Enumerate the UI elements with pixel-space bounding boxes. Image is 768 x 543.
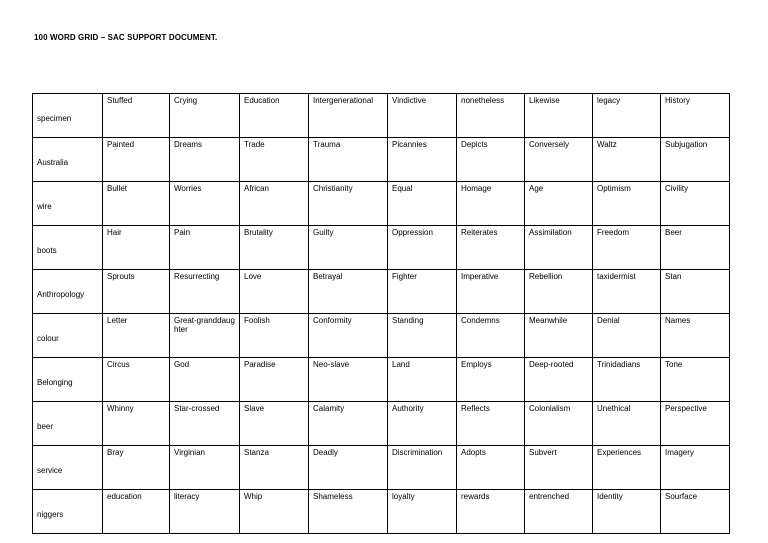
word-cell: Imperative	[457, 270, 525, 314]
word-cell: education	[103, 490, 170, 534]
word-cell: Sourface	[661, 490, 730, 534]
word-cell: Picannies	[388, 138, 457, 182]
word-cell: Likewise	[525, 94, 593, 138]
word-cell: Love	[240, 270, 309, 314]
word-cell: Sprouts	[103, 270, 170, 314]
word-cell: taxidermist	[593, 270, 661, 314]
word-cell: Shameless	[309, 490, 388, 534]
table-row	[33, 446, 730, 490]
word-cell: Subjugation	[661, 138, 730, 182]
word-cell: Equal	[388, 182, 457, 226]
word-cell: Condemns	[457, 314, 525, 358]
word-cell: Conformity	[309, 314, 388, 358]
word-cell: Rebellion	[525, 270, 593, 314]
word-cell: Tone	[661, 358, 730, 402]
word-cell: Vindictive	[388, 94, 457, 138]
word-cell: Conversely	[525, 138, 593, 182]
word-cell: loyalty	[388, 490, 457, 534]
row-header-cell: colour	[33, 314, 103, 358]
word-cell: Pain	[170, 226, 240, 270]
table-row	[33, 402, 730, 446]
word-cell: Stan	[661, 270, 730, 314]
word-cell: Unethical	[593, 402, 661, 446]
word-cell: God	[170, 358, 240, 402]
word-cell: Waltz	[593, 138, 661, 182]
word-cell: Whip	[240, 490, 309, 534]
word-cell: Names	[661, 314, 730, 358]
word-cell: Foolish	[240, 314, 309, 358]
word-cell: Letter	[103, 314, 170, 358]
word-cell: History	[661, 94, 730, 138]
word-cell: African	[240, 182, 309, 226]
row-header-cell: Australia	[33, 138, 103, 182]
table-row	[33, 314, 730, 358]
word-cell: Hair	[103, 226, 170, 270]
row-header-cell: specimen	[33, 94, 103, 138]
row-header-cell: service	[33, 446, 103, 490]
word-cell: Neo-slave	[309, 358, 388, 402]
word-cell: Brutality	[240, 226, 309, 270]
word-cell: Employs	[457, 358, 525, 402]
word-cell: Great-granddaughter	[170, 314, 240, 358]
word-cell: rewards	[457, 490, 525, 534]
word-cell: Experiences	[593, 446, 661, 490]
word-cell: Age	[525, 182, 593, 226]
word-cell: Deadly	[309, 446, 388, 490]
word-cell: nonetheless	[457, 94, 525, 138]
table-row	[33, 182, 730, 226]
word-cell: Stanza	[240, 446, 309, 490]
word-cell: Bray	[103, 446, 170, 490]
word-cell: Authority	[388, 402, 457, 446]
word-cell: Virginian	[170, 446, 240, 490]
word-cell: Deep-rooted	[525, 358, 593, 402]
word-cell: Freedom	[593, 226, 661, 270]
word-cell: Whinny	[103, 402, 170, 446]
word-cell: legacy	[593, 94, 661, 138]
word-grid-table	[32, 93, 730, 534]
word-cell: Trade	[240, 138, 309, 182]
table-row	[33, 94, 730, 138]
word-cell: Reflects	[457, 402, 525, 446]
table-row	[33, 138, 730, 182]
word-cell: Intergenerational	[309, 94, 388, 138]
word-cell: Resurrecting	[170, 270, 240, 314]
word-cell: Crying	[170, 94, 240, 138]
row-header-cell: niggers	[33, 490, 103, 534]
word-cell: Worries	[170, 182, 240, 226]
word-cell: literacy	[170, 490, 240, 534]
row-header-cell: Anthropology	[33, 270, 103, 314]
document-title: 100 WORD GRID – SAC SUPPORT DOCUMENT.	[34, 33, 218, 42]
word-cell: Adopts	[457, 446, 525, 490]
word-cell: Discrimination	[388, 446, 457, 490]
word-cell: Colonialism	[525, 402, 593, 446]
word-cell: Standing	[388, 314, 457, 358]
word-cell: Oppression	[388, 226, 457, 270]
word-cell: Denial	[593, 314, 661, 358]
word-cell: Dreams	[170, 138, 240, 182]
word-cell: Land	[388, 358, 457, 402]
word-cell: Perspective	[661, 402, 730, 446]
word-cell: Reiterates	[457, 226, 525, 270]
table-row	[33, 358, 730, 402]
word-cell: Fighter	[388, 270, 457, 314]
word-cell: Imagery	[661, 446, 730, 490]
table-row	[33, 490, 730, 534]
word-cell: Painted	[103, 138, 170, 182]
word-cell: Trauma	[309, 138, 388, 182]
word-cell: Depicts	[457, 138, 525, 182]
word-cell: entrenched	[525, 490, 593, 534]
word-cell: Stuffed	[103, 94, 170, 138]
row-header-cell: wire	[33, 182, 103, 226]
word-cell: Circus	[103, 358, 170, 402]
word-cell: Christianity	[309, 182, 388, 226]
word-cell: Homage	[457, 182, 525, 226]
word-cell: Assimilation	[525, 226, 593, 270]
word-cell: Slave	[240, 402, 309, 446]
word-cell: Optimism	[593, 182, 661, 226]
word-cell: Bullet	[103, 182, 170, 226]
word-cell: Guilty	[309, 226, 388, 270]
word-cell: Subvert	[525, 446, 593, 490]
row-header-cell: beer	[33, 402, 103, 446]
word-cell: Calamity	[309, 402, 388, 446]
word-cell: Education	[240, 94, 309, 138]
word-cell: Trinidadians	[593, 358, 661, 402]
word-cell: Meanwhile	[525, 314, 593, 358]
word-cell: Civility	[661, 182, 730, 226]
row-header-cell: Belonging	[33, 358, 103, 402]
word-cell: Beer	[661, 226, 730, 270]
word-cell: Star-crossed	[170, 402, 240, 446]
word-cell: Betrayal	[309, 270, 388, 314]
table-row	[33, 270, 730, 314]
row-header-cell: boots	[33, 226, 103, 270]
word-cell: Identity	[593, 490, 661, 534]
word-grid-body	[33, 94, 730, 534]
table-row	[33, 226, 730, 270]
word-cell: Paradise	[240, 358, 309, 402]
